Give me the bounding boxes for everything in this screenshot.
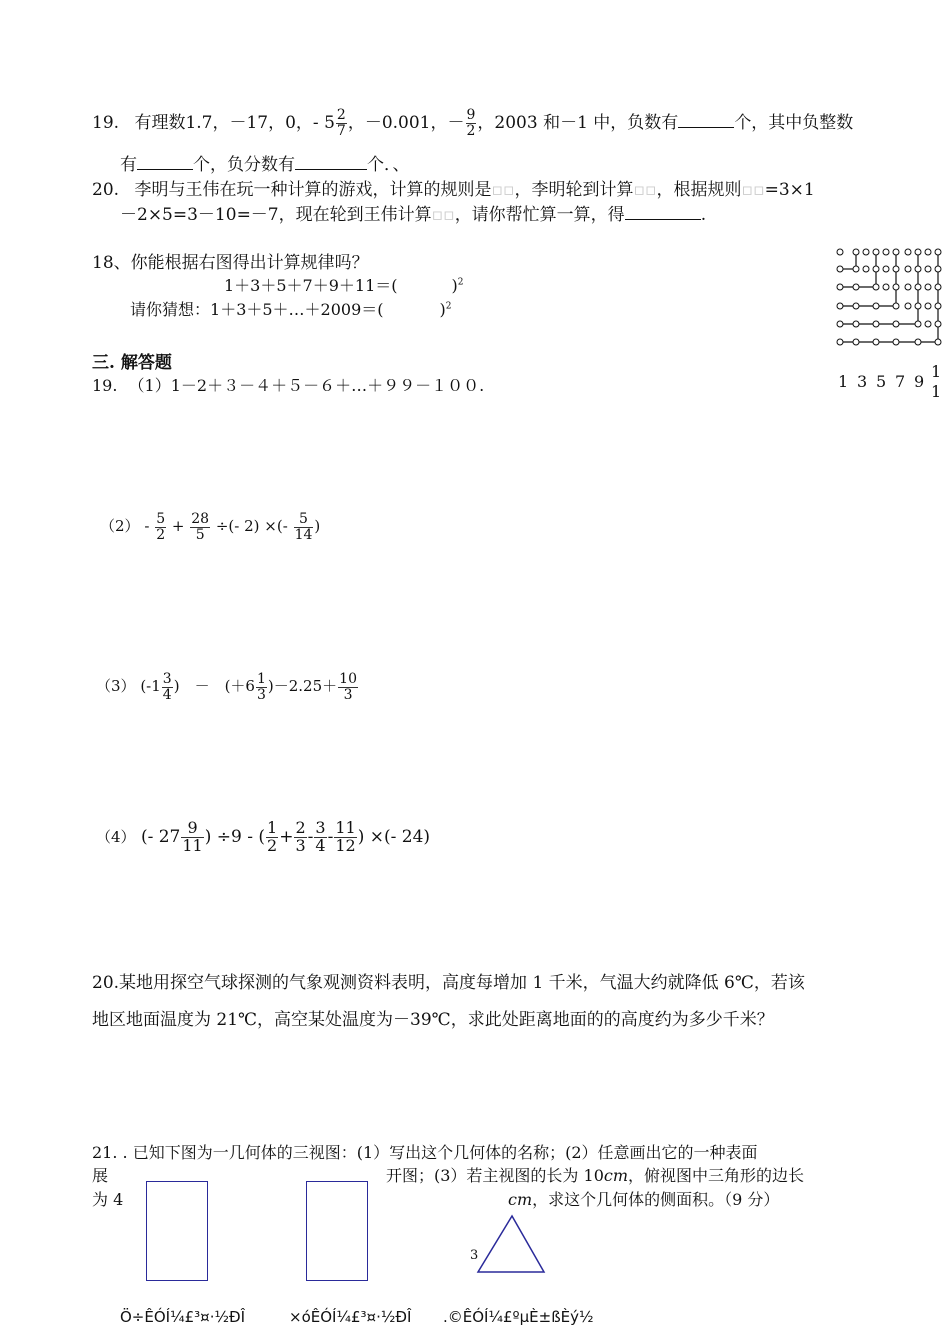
question-number: 19. — [92, 376, 118, 395]
q18-title: 18、你能根据右图得出计算规律吗？ — [92, 253, 369, 273]
fraction: $\frac{1}{3}$ — [256, 671, 266, 703]
p19-part4: （4） (- 27 $\frac{9}{11}$ ) ÷9 - ( $\frac{1}{2}$ + $\frac{2}{3}$ - $\frac{3}{4}$ - $\frac{11}{12}$ ) ×(- 24) — [96, 818, 431, 855]
figure-label: 3 — [857, 372, 868, 391]
odd-number-dot-figure — [832, 244, 947, 352]
fraction: $\frac{2}{3}$ — [295, 818, 306, 855]
answer-blank — [625, 204, 701, 220]
formula-image-placeholder: ▫▫ — [741, 180, 765, 200]
p21-line3a: 为 4 — [92, 1190, 124, 1209]
figure-label: 1 — [838, 372, 849, 391]
q18-eq2: 请你猜想：1＋3＋5＋…＋2009＝( )$^2$ — [130, 300, 452, 319]
figure-label: 1 — [931, 382, 942, 401]
question-number: 20. — [92, 180, 120, 200]
figure-label: 7 — [895, 372, 906, 391]
fraction: $\frac{10}{3}$ — [339, 671, 357, 703]
answer-blank — [678, 112, 734, 128]
fraction: $\frac{1}{2}$ — [267, 818, 278, 855]
fraction: $\frac{28}{5}$ — [191, 511, 210, 543]
q18-eq1: 1＋3＋5＋7＋9＋11＝( )$^2$ — [224, 276, 464, 295]
figure-label: 1 — [931, 362, 942, 381]
answer-blank — [137, 154, 193, 170]
fraction: $\frac{9}{2}$ — [466, 107, 476, 139]
fraction: $\frac{5}{14}$ — [294, 511, 313, 543]
fraction: $\frac{9}{11}$ — [182, 818, 203, 855]
q19-top-line2: 有 个，负分数有 个．、 — [120, 155, 410, 175]
p19-part3: （3） (-1 $\frac{3}{4}$ ) － (＋6 $\frac{1}{3}$ )－2.25＋ $\frac{10}{3}$ — [96, 671, 357, 703]
q20-top-line1: 20. 李明与王伟在玩一种计算的游戏，计算的规则是▫▫，李明轮到计算▫▫，根据规则▫▫=3×1 — [92, 180, 815, 200]
p20-line2: 地区地面温度为 21℃，高空某处温度为－39℃，求此处距离地面的的高度约为多少千米？ — [92, 1010, 774, 1030]
p21-line2b: 开图；(3）若主视图的长为 10cm，俯视图中三角形的边长 — [386, 1166, 805, 1185]
figure-label: 9 — [914, 372, 925, 391]
p21-line2a: 展 — [92, 1166, 109, 1185]
fraction: $\frac{11}{12}$ — [335, 818, 356, 855]
triangle-side-label: 3 — [470, 1248, 479, 1263]
p21-line1: 21. . 已知下图为一几何体的三视图：(1）写出这个几何体的名称；(2）任意画出它的一种表面 — [92, 1143, 758, 1162]
fraction: $\frac{3}{4}$ — [315, 818, 326, 855]
formula-image-placeholder: ▫▫ — [491, 180, 515, 200]
side-view-rectangle — [306, 1181, 368, 1281]
top-view-triangle — [474, 1212, 550, 1274]
formula-image-placeholder: ▫▫ — [633, 180, 657, 200]
q20-top-line2: －2×5=3－10=－7，现在轮到王伟计算▫▫，请你帮忙算一算，得 . — [120, 205, 707, 225]
figure-label: 5 — [876, 372, 887, 391]
formula-image-placeholder: ▫▫ — [431, 205, 455, 225]
side-view-caption: ×óÊÓÍ¼£³¤·½ÐÎ — [289, 1308, 412, 1326]
q19-top-line1: 19. 有理数1.7，－17，0，- 5 $\frac{2}{7}$ ，－0.001，－ $\frac{9}{2}$ ，2003 和－1 中，负数有 个，其中负整数 — [92, 107, 854, 139]
p21-line3b: cm，求这个几何体的侧面积。（9 分） — [508, 1190, 780, 1209]
front-view-caption: Ö÷ÊÓÍ¼£³¤·½ÐÎ — [120, 1308, 246, 1326]
top-view-caption: .©ÊÓÍ¼£ºµÈ±ßÈý½ — [443, 1308, 594, 1326]
p19-part2: （2） - $\frac{5}{2}$ + $\frac{28}{5}$ ÷(- 2) ×(- $\frac{5}{14}$ ) — [100, 511, 321, 543]
answer-blank — [295, 154, 367, 170]
p20-line1: 20.某地用探空气球探测的气象观测资料表明，高度每增加 1 千米，气温大约就降低 6℃，若该 — [92, 973, 805, 993]
fraction: $\frac{3}{4}$ — [162, 671, 172, 703]
fraction: $\frac{2}{7}$ — [336, 107, 346, 139]
question-number: 19. — [92, 113, 120, 133]
p19-part1: 19. （1）1－2＋３－４＋５－６＋…＋９９－１００. — [92, 376, 485, 395]
section-heading: 三. 解答题 — [92, 353, 172, 373]
front-view-rectangle — [146, 1181, 208, 1281]
fraction: $\frac{5}{2}$ — [156, 511, 166, 543]
